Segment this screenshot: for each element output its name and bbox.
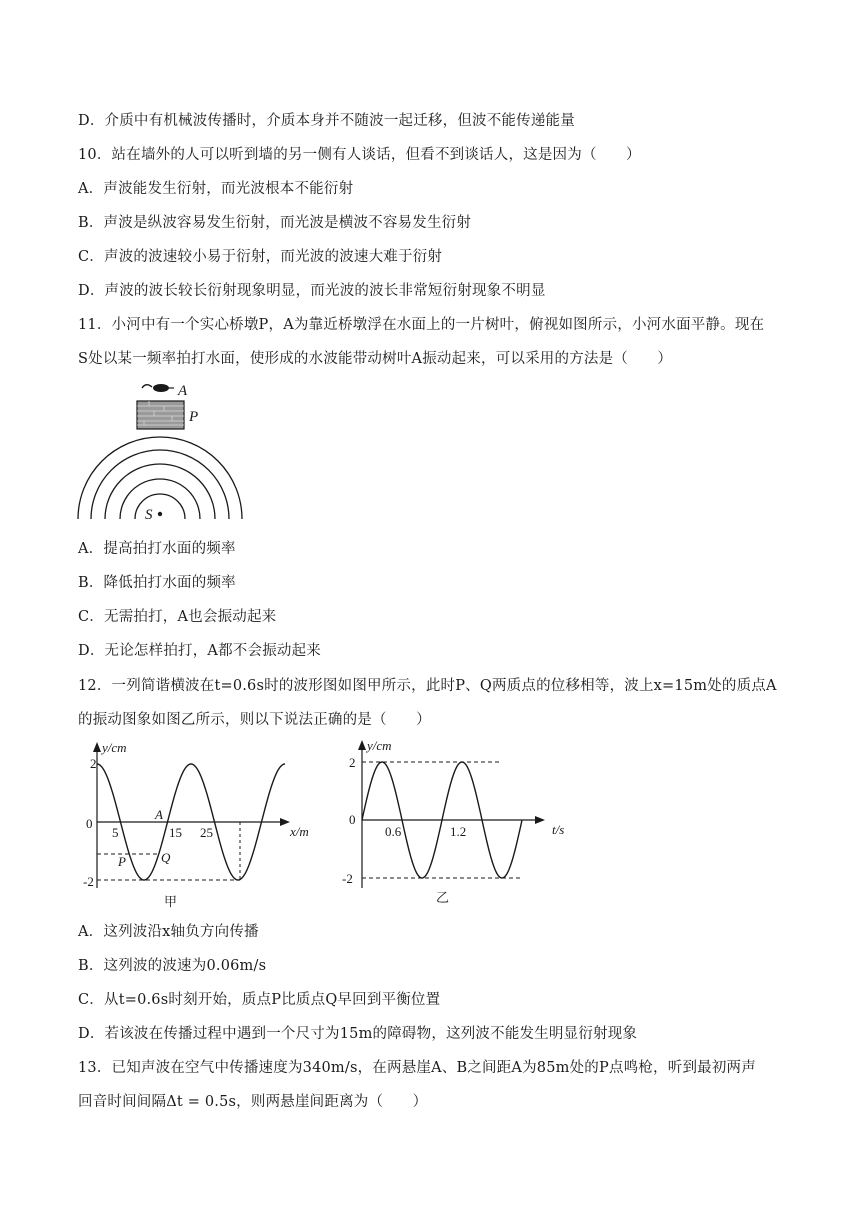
wavefronts bbox=[78, 437, 242, 519]
y-tick-neg2: -2 bbox=[83, 874, 94, 889]
y-axis-arrow bbox=[358, 740, 366, 750]
source-point bbox=[158, 512, 162, 516]
q12-option-c: C．从t=0.6s时刻开始，质点P比质点Q早回到平衡位置 bbox=[78, 992, 441, 1008]
wave-graph-jia bbox=[80, 738, 330, 908]
label-s: S bbox=[145, 507, 153, 523]
y-tick-neg2: -2 bbox=[342, 871, 353, 886]
q9-option-d: D．介质中有机械波传播时，介质本身并不随波一起迁移，但波不能传递能量 bbox=[78, 113, 575, 129]
q10-option-d: D．声波的波长较长衍射现象明显，而光波的波长非常短衍射现象不明显 bbox=[78, 283, 546, 299]
q12-stem-line2: 的振动图象如图乙所示，则以下说法正确的是（ ） bbox=[78, 712, 431, 728]
y-axis-label: y/cm bbox=[367, 738, 392, 753]
x-tick-25: 25 bbox=[200, 825, 213, 840]
point-a-label: A bbox=[155, 807, 163, 822]
caption-jia: 甲 bbox=[164, 894, 178, 908]
t-tick-1.2: 1.2 bbox=[450, 824, 467, 839]
q10-option-a: A．声波能发生衍射，而光波根本不能衍射 bbox=[78, 181, 354, 197]
q11-option-d: D．无论怎样拍打，A都不会振动起来 bbox=[78, 643, 321, 659]
bridge-pier bbox=[137, 401, 184, 429]
t-axis-label: t/s bbox=[552, 822, 565, 837]
q11-option-a: A．提高拍打水面的频率 bbox=[78, 541, 236, 557]
leaf-icon bbox=[142, 384, 174, 392]
x-tick-15: 15 bbox=[169, 825, 182, 840]
y-tick-2: 2 bbox=[349, 755, 356, 770]
label-p: P bbox=[189, 409, 199, 425]
q12-stem-line1: 12．一列简谐横波在t=0.6s时的波形图如图甲所示，此时P、Q两质点的位移相等，波上x=15m处的质点A bbox=[78, 678, 777, 694]
origin-label: 0 bbox=[86, 816, 93, 831]
y-axis-label: y/cm bbox=[102, 740, 127, 755]
x-axis-arrow bbox=[280, 818, 290, 826]
q13-stem-line2: 回音时间间隔Δt = 0.5s，则两悬崖间距离为（ ） bbox=[78, 1094, 428, 1110]
t-axis-arrow bbox=[535, 816, 545, 824]
x-axis-label: x/m bbox=[290, 824, 309, 839]
x-tick-5: 5 bbox=[112, 825, 119, 840]
q11-option-c: C．无需拍打，A也会振动起来 bbox=[78, 609, 277, 625]
q13-stem-line1: 13．已知声波在空气中传播速度为340m/s，在两悬崖A、B之间距A为85m处的P点鸣枪，听到最初两声 bbox=[78, 1060, 756, 1076]
point-p-label: P bbox=[118, 854, 126, 869]
point-q-label: Q bbox=[161, 850, 171, 865]
q10-option-c: C．声波的波速较小易于衍射，而光波的波速大难于衍射 bbox=[78, 249, 443, 265]
y-tick-2: 2 bbox=[90, 756, 97, 771]
q10-stem: 10．站在墙外的人可以听到墙的另一侧有人谈话，但看不到谈话人，这是因为（ ） bbox=[78, 147, 641, 163]
q12-option-d: D．若该波在传播过程中遇到一个尺寸为15m的障碍物，这列波不能发生明显衍射现象 bbox=[78, 1026, 638, 1042]
origin-label: 0 bbox=[349, 812, 356, 827]
q10-option-b: B．声波是纵波容易发生衍射，而光波是横波不容易发生衍射 bbox=[78, 215, 472, 231]
q11-stem-line1: 11．小河中有一个实心桥墩P，A为靠近桥墩浮在水面上的一片树叶，俯视如图所示，小河水面平静。现在 bbox=[78, 317, 765, 333]
caption-yi: 乙 bbox=[436, 890, 450, 905]
label-a: A bbox=[178, 383, 188, 399]
q11-stem-line2: S处以某一频率拍打水面，使形成的水波能带动树叶A振动起来，可以采用的方法是（ ） bbox=[78, 351, 673, 367]
t-tick-0.6: 0.6 bbox=[385, 824, 402, 839]
q11-pier-wave-figure bbox=[74, 376, 254, 526]
q11-option-b: B．降低拍打水面的频率 bbox=[78, 575, 236, 591]
q12-option-a: A．这列波沿x轴负方向传播 bbox=[78, 924, 259, 940]
y-axis-arrow bbox=[93, 742, 101, 752]
vibration-graph-yi bbox=[340, 736, 580, 906]
q12-option-b: B．这列波的波速为0.06m/s bbox=[78, 958, 267, 974]
